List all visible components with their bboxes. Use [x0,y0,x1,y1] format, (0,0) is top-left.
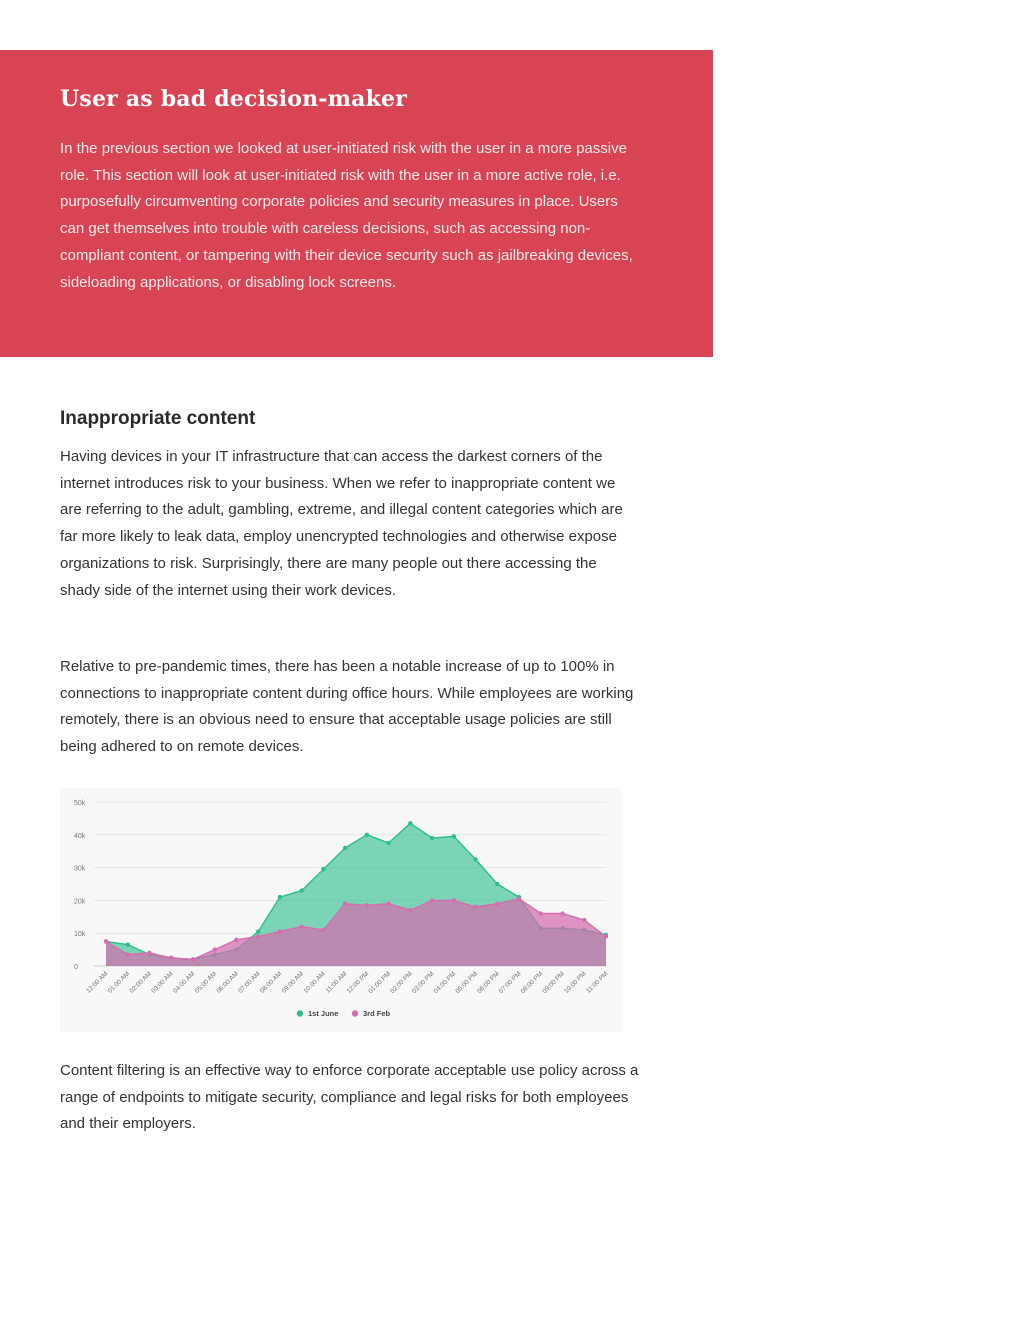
data-point [408,908,412,912]
x-tick-label: 09:00 AM [280,970,306,995]
x-tick-label: 01:00 AM [106,970,132,995]
x-tick-label: 03:00 PM [410,970,436,996]
data-point [365,903,369,907]
data-point [452,898,456,902]
data-point [604,934,608,938]
data-point [299,888,303,892]
data-point [126,952,130,956]
x-tick-label: 01:00 PM [367,970,393,996]
section-title: Inappropriate content [60,408,256,429]
data-point [539,911,543,915]
data-point [430,836,434,840]
x-tick-label: 02:00 AM [128,970,153,995]
legend-label: 1st June [308,1009,339,1018]
x-tick-label: 07:00 PM [497,970,523,996]
legend [297,1009,391,1018]
paragraph-1: Having devices in your IT infrastructure that can access the darkest corners of the internet introduces risk to your business. When we refer to inappropriate content we are referring to the adult, gambling, extreme, and illegal content categories which are far more likely to leak data, employ unencrypted technologies and otherwise expose organizations to risk. Surprisingly, there are many people out there accessing the shady side of the internet using their work devices. [60,448,623,599]
x-tick-label: 10:00 AM [302,970,327,995]
series-area [106,899,606,966]
y-tick-label: 30k [74,865,86,873]
data-point [147,951,151,955]
data-point [234,938,238,942]
x-tick-label: 08:00 PM [519,970,545,996]
x-tick-labels [85,970,609,995]
data-point [386,841,390,845]
x-tick-label: 06:00 PM [476,970,501,996]
y-tick-label: 10k [74,931,86,939]
data-point [343,901,347,905]
series-layer [104,821,608,966]
x-tick-label: 05:00 AM [193,970,219,995]
legend-label: 3rd Feb [363,1009,391,1018]
y-tick-label: 0 [74,964,78,971]
data-point [560,911,564,915]
x-tick-label: 12:00 AM [85,970,110,995]
area-chart [60,788,622,1032]
data-point [278,929,282,933]
x-tick-label: 06:00 AM [215,970,240,995]
x-tick-label: 05:00 PM [454,970,479,996]
data-point [104,939,108,943]
data-point [299,924,303,928]
data-point [191,957,195,961]
data-point [169,956,173,960]
x-tick-label: 03:00 AM [150,970,175,995]
chart-container [60,788,622,1032]
data-point [321,867,325,871]
x-tick-label: 07:00 AM [237,970,262,995]
data-point [495,901,499,905]
x-tick-label: 11:00 PM [585,970,610,995]
data-point [408,821,412,825]
x-tick-label: 09:00 PM [541,970,566,996]
data-point [343,846,347,850]
x-tick-label: 02:00 PM [389,970,414,996]
data-point [212,947,216,951]
y-tick-label: 40k [74,832,86,840]
y-tick-label: 20k [74,898,86,906]
data-point [452,834,456,838]
x-tick-label: 04:00 AM [171,970,197,995]
y-tick-labels [74,800,86,971]
data-point [321,928,325,932]
data-point [126,942,130,946]
data-point [473,905,477,909]
data-point [386,901,390,905]
data-point [256,934,260,938]
data-point [365,833,369,837]
x-tick-label: 12:00 PM [345,970,371,996]
x-tick-label: 10:00 PM [563,970,588,996]
legend-swatch [352,1010,358,1016]
data-point [430,898,434,902]
x-tick-label: 04:00 PM [432,970,458,996]
y-tick-label: 50k [74,800,86,807]
data-point [473,857,477,861]
x-tick-label: 08:00 AM [258,970,284,995]
legend-swatch [297,1010,303,1016]
banner-title: User as bad decision-maker [60,86,408,112]
data-point [278,895,282,899]
data-point [582,918,586,922]
x-tick-label: 11:00 AM [324,970,349,995]
data-point [495,882,499,886]
data-point [256,929,260,933]
banner-text: In the previous section we looked at user-initiated risk with the user in a more passive role. This section will look at user-initiated risk with the user in a more active role, i.e. purposefully circumventing corporate policies and security measures in place. Users can get themselves into trouble with careless decisions, such as accessing non-compliant content, or tampering with their device security such as jailbreaking devices, sideloading applications, or disabling lock screens. [60,140,633,291]
data-point [517,897,521,901]
paragraph-2: Relative to pre-pandemic times, there has been a notable increase of up to 100% in connections to inappropriate content during office hours. While employees are working remotely, there is an obvious need to ensure that acceptable usage policies are still being adhered to on remote devices. [60,658,634,756]
paragraph-3: Content filtering is an effective way to enforce corporate acceptable use policy across a range of endpoints to mitigate security, compliance and legal risks for both employees and their employers. [60,1062,639,1133]
